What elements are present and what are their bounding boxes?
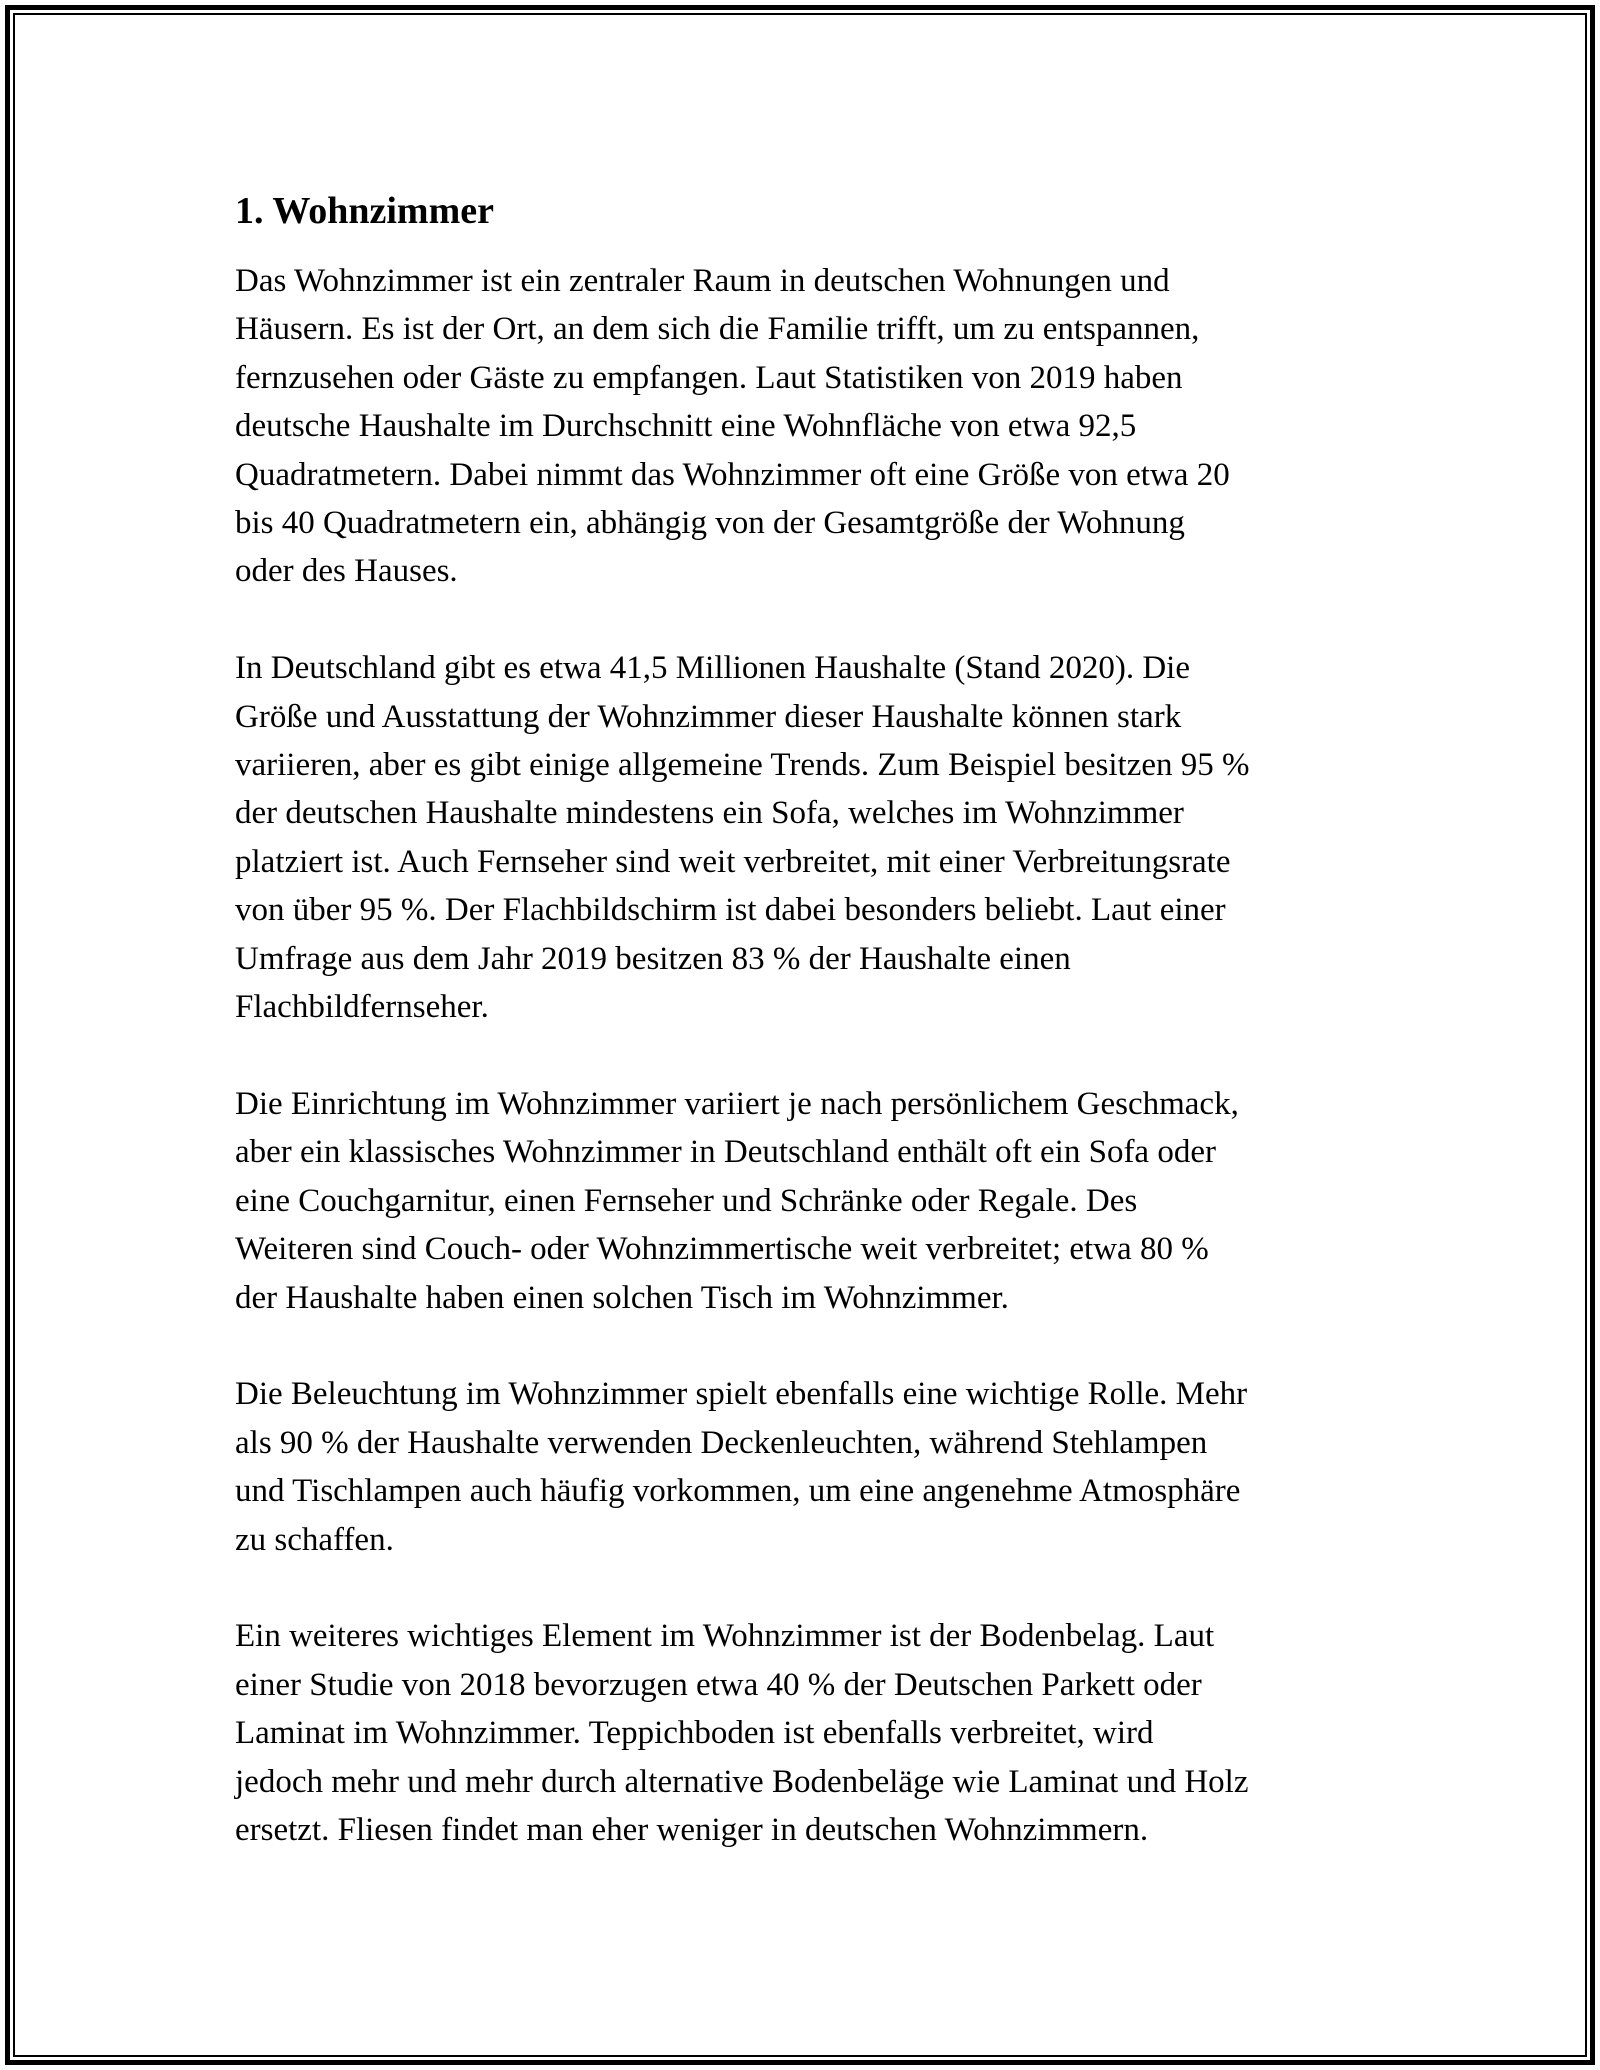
paragraph-flooring: Ein weiteres wichtiges Element im Wohnzimmer ist der Bodenbelag. Laut einer Studie von 2018 bevorzugen etwa 40 % der Deutschen Parkett oder Laminat im Wohnzimmer. Teppichboden ist ebenfalls verbreitet, wird jedoch mehr und mehr durch alternative Bodenbeläge wie Laminat und Holz ersetzt. Fliesen findet man eher weniger in deutschen Wohnzimmern.	[235, 1618, 1249, 1848]
paragraph-living-room-intro: Das Wohnzimmer ist ein zentraler Raum in deutschen Wohnungen und Häusern. Es ist der Ort, an dem sich die Familie trifft, um zu entspannen, fernzusehen oder Gäste zu empfangen. Laut Statistiken von 2019 haben deutsche Haushalte im Durchschnitt eine Wohnfläche von etwa 92,5 Quadratmetern. Dabei nimmt das Wohnzimmer oft eine Größe von etwa 20 bis 40 Quadratmetern ein, abhängig von der Gesamtgröße der Wohnung oder des Hauses.	[235, 263, 1230, 590]
paragraph-furnishing: Die Einrichtung im Wohnzimmer variiert je nach persönlichem Geschmack, aber ein klassisches Wohnzimmer in Deutschland enthält oft ein Sofa oder eine Couchgarnitur, einen Fernseher und Schränke oder Regale. Des Weiteren sind Couch- oder Wohnzimmertische weit verbreitet; etwa 80 % der Haushalte haben einen solchen Tisch im Wohnzimmer.	[235, 1085, 1239, 1316]
section-heading: 1. Wohnzimmer	[235, 190, 494, 232]
document-body	[235, 187, 1365, 1903]
paragraph-households-equipment: In Deutschland gibt es etwa 41,5 Millionen Haushalte (Stand 2020). Die Größe und Ausstattung der Wohnzimmer dieser Haushalte können stark variieren, aber es gibt einige allgemeine Trends. Zum Beispiel besitzen 95 % der deutschen Haushalte mindestens ein Sofa, welches im Wohnzimmer platziert ist. Auch Fernseher sind weit verbreitet, mit einer Verbreitungsrate von über 95 %. Der Flachbildschirm ist dabei besonders beliebt. Laut einer Umfrage aus dem Jahr 2019 besitzen 83 % der Haushalte einen Flachbildfernseher.	[235, 650, 1250, 1026]
paragraph-lighting: Die Beleuchtung im Wohnzimmer spielt ebenfalls eine wichtige Rolle. Mehr als 90 % der Haushalte verwenden Deckenleuchten, während Stehlampen und Tischlampen auch häufig vorkommen, um eine angenehme Atmosphäre zu schaffen.	[235, 1376, 1248, 1558]
